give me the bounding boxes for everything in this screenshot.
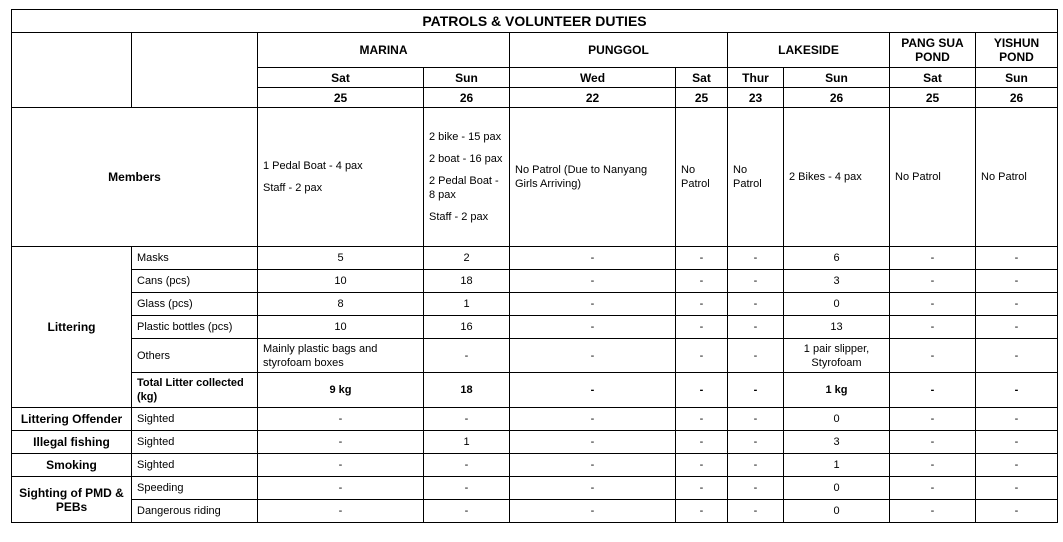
category-cell: Smoking <box>12 454 132 477</box>
value-cell: - <box>676 477 728 500</box>
value-cell: - <box>676 500 728 523</box>
value-cell: - <box>676 293 728 316</box>
header-blank-cell <box>12 33 132 108</box>
title-row <box>12 10 1058 33</box>
value-cell: - <box>676 431 728 454</box>
value-cell: - <box>976 431 1058 454</box>
day-header-cell: Sat <box>890 68 976 88</box>
value-cell: - <box>510 339 676 373</box>
table-row <box>12 500 1058 523</box>
value-cell: - <box>728 247 784 270</box>
value-cell: - <box>728 431 784 454</box>
category-cell: Sighting of PMD & PEBs <box>12 477 132 523</box>
location-header-punggol: PUNGGOL <box>510 33 728 68</box>
value-cell: 8 <box>258 293 424 316</box>
members-line: No Patrol <box>895 171 941 183</box>
value-cell: - <box>890 431 976 454</box>
value-cell: 10 <box>258 316 424 339</box>
value-cell: - <box>676 408 728 431</box>
table-row <box>12 373 1058 408</box>
value-cell: 9 kg <box>258 373 424 408</box>
value-cell: - <box>676 339 728 373</box>
members-line: 2 Pedal Boat - 8 pax <box>429 175 499 201</box>
value-cell: - <box>728 454 784 477</box>
members-cell <box>424 108 510 247</box>
day-header-cell: Sun <box>976 68 1058 88</box>
row-label: Sighted <box>132 454 258 477</box>
value-cell: 0 <box>784 293 890 316</box>
table-row <box>12 339 1058 373</box>
value-cell: - <box>728 316 784 339</box>
value-cell: - <box>510 477 676 500</box>
value-cell: - <box>510 270 676 293</box>
value-cell: - <box>424 408 510 431</box>
date-header-cell: 26 <box>976 88 1058 108</box>
location-header-pang-sua-pond: PANG SUA POND <box>890 33 976 68</box>
value-cell: 18 <box>424 373 510 408</box>
table-title: PATROLS & VOLUNTEER DUTIES <box>12 10 1058 33</box>
value-cell: - <box>510 373 676 408</box>
value-cell: 0 <box>784 408 890 431</box>
row-label: Masks <box>132 247 258 270</box>
location-header-marina: MARINA <box>258 33 510 68</box>
value-cell: - <box>890 247 976 270</box>
value-cell: 0 <box>784 477 890 500</box>
value-cell: - <box>890 339 976 373</box>
value-cell: - <box>510 500 676 523</box>
row-label: Sighted <box>132 431 258 454</box>
value-cell: - <box>976 293 1058 316</box>
value-cell: - <box>676 454 728 477</box>
value-cell: 6 <box>784 247 890 270</box>
day-header-cell: Thur <box>728 68 784 88</box>
value-cell: 1 <box>784 454 890 477</box>
table-row <box>12 293 1058 316</box>
members-line: Staff - 2 pax <box>429 211 489 223</box>
value-cell: - <box>258 431 424 454</box>
value-cell: - <box>510 408 676 431</box>
value-cell: 1 <box>424 293 510 316</box>
members-line: 2 Bikes - 4 pax <box>789 171 862 183</box>
location-header-lakeside: LAKESIDE <box>728 33 890 68</box>
value-cell: - <box>890 500 976 523</box>
row-label: Total Litter collected (kg) <box>132 373 258 408</box>
value-cell: Mainly plastic bags and styrofoam boxes <box>258 339 424 373</box>
category-cell: Illegal fishing <box>12 431 132 454</box>
day-header-cell: Sun <box>424 68 510 88</box>
header-blank-cell <box>132 33 258 108</box>
row-label: Sighted <box>132 408 258 431</box>
value-cell: - <box>976 316 1058 339</box>
value-cell: - <box>676 270 728 293</box>
date-header-cell: 25 <box>676 88 728 108</box>
date-header-cell: 26 <box>784 88 890 108</box>
value-cell: - <box>976 454 1058 477</box>
table-row <box>12 316 1058 339</box>
table-body <box>12 10 1058 523</box>
value-cell: - <box>510 454 676 477</box>
day-header-cell: Sat <box>258 68 424 88</box>
value-cell: 0 <box>784 500 890 523</box>
row-label: Speeding <box>132 477 258 500</box>
members-line: No Patrol <box>681 164 710 190</box>
value-cell: - <box>890 373 976 408</box>
value-cell: - <box>258 454 424 477</box>
value-cell: - <box>510 293 676 316</box>
value-cell: - <box>976 247 1058 270</box>
value-cell: - <box>728 373 784 408</box>
date-header-cell: 26 <box>424 88 510 108</box>
value-cell: - <box>976 373 1058 408</box>
row-label: Glass (pcs) <box>132 293 258 316</box>
row-label: Cans (pcs) <box>132 270 258 293</box>
value-cell: - <box>676 373 728 408</box>
value-cell: - <box>976 500 1058 523</box>
value-cell: 16 <box>424 316 510 339</box>
value-cell: - <box>510 431 676 454</box>
value-cell: - <box>424 500 510 523</box>
date-header-cell: 25 <box>258 88 424 108</box>
category-cell: Littering <box>12 247 132 408</box>
table-row <box>12 270 1058 293</box>
members-row <box>12 108 1058 247</box>
value-cell: - <box>676 316 728 339</box>
value-cell: 5 <box>258 247 424 270</box>
day-header-cell: Sat <box>676 68 728 88</box>
day-header-cell: Sun <box>784 68 890 88</box>
value-cell: - <box>510 316 676 339</box>
report-container <box>11 9 1058 523</box>
members-line: 1 Pedal Boat - 4 pax <box>263 160 363 172</box>
value-cell: 10 <box>258 270 424 293</box>
value-cell: 3 <box>784 431 890 454</box>
members-cell <box>784 108 890 247</box>
members-cell <box>976 108 1058 247</box>
value-cell: - <box>976 408 1058 431</box>
table-row <box>12 247 1058 270</box>
value-cell: - <box>890 454 976 477</box>
members-line: No Patrol (Due to Nanyang Girls Arriving) <box>515 164 648 190</box>
members-cell <box>728 108 784 247</box>
value-cell: - <box>424 454 510 477</box>
patrol-duties-table <box>11 9 1058 523</box>
value-cell: - <box>258 477 424 500</box>
value-cell: 13 <box>784 316 890 339</box>
value-cell: 18 <box>424 270 510 293</box>
value-cell: 3 <box>784 270 890 293</box>
value-cell: - <box>728 293 784 316</box>
members-cell <box>890 108 976 247</box>
value-cell: - <box>424 339 510 373</box>
members-line: 2 bike - 15 pax <box>429 131 502 143</box>
value-cell: 1 kg <box>784 373 890 408</box>
members-line: Staff - 2 pax <box>263 182 323 194</box>
value-cell: - <box>728 270 784 293</box>
value-cell: - <box>258 500 424 523</box>
members-line: No Patrol <box>733 164 762 190</box>
value-cell: - <box>890 408 976 431</box>
value-cell: - <box>890 293 976 316</box>
members-label: Members <box>12 108 258 247</box>
value-cell: - <box>258 408 424 431</box>
category-cell: Littering Offender <box>12 408 132 431</box>
value-cell: - <box>976 477 1058 500</box>
table-row <box>12 408 1058 431</box>
date-header-cell: 23 <box>728 88 784 108</box>
value-cell: - <box>728 339 784 373</box>
value-cell: - <box>424 477 510 500</box>
table-row <box>12 477 1058 500</box>
value-cell: - <box>728 500 784 523</box>
value-cell: - <box>890 270 976 293</box>
value-cell: - <box>676 247 728 270</box>
value-cell: - <box>890 316 976 339</box>
day-header-cell: Wed <box>510 68 676 88</box>
value-cell: - <box>890 477 976 500</box>
value-cell: - <box>728 477 784 500</box>
table-row <box>12 431 1058 454</box>
value-cell: 1 pair slipper, Styrofoam <box>784 339 890 373</box>
date-header-cell: 25 <box>890 88 976 108</box>
value-cell: 1 <box>424 431 510 454</box>
table-row <box>12 454 1058 477</box>
location-header-yishun-pond: YISHUN POND <box>976 33 1058 68</box>
value-cell: - <box>728 408 784 431</box>
members-cell <box>676 108 728 247</box>
members-cell <box>510 108 676 247</box>
value-cell: - <box>976 339 1058 373</box>
date-header-cell: 22 <box>510 88 676 108</box>
row-label: Plastic bottles (pcs) <box>132 316 258 339</box>
row-label: Dangerous riding <box>132 500 258 523</box>
value-cell: - <box>510 247 676 270</box>
value-cell: 2 <box>424 247 510 270</box>
members-cell <box>258 108 424 247</box>
members-line: No Patrol <box>981 171 1027 183</box>
row-label: Others <box>132 339 258 373</box>
location-header-row <box>12 33 1058 68</box>
members-line: 2 boat - 16 pax <box>429 153 503 165</box>
value-cell: - <box>976 270 1058 293</box>
